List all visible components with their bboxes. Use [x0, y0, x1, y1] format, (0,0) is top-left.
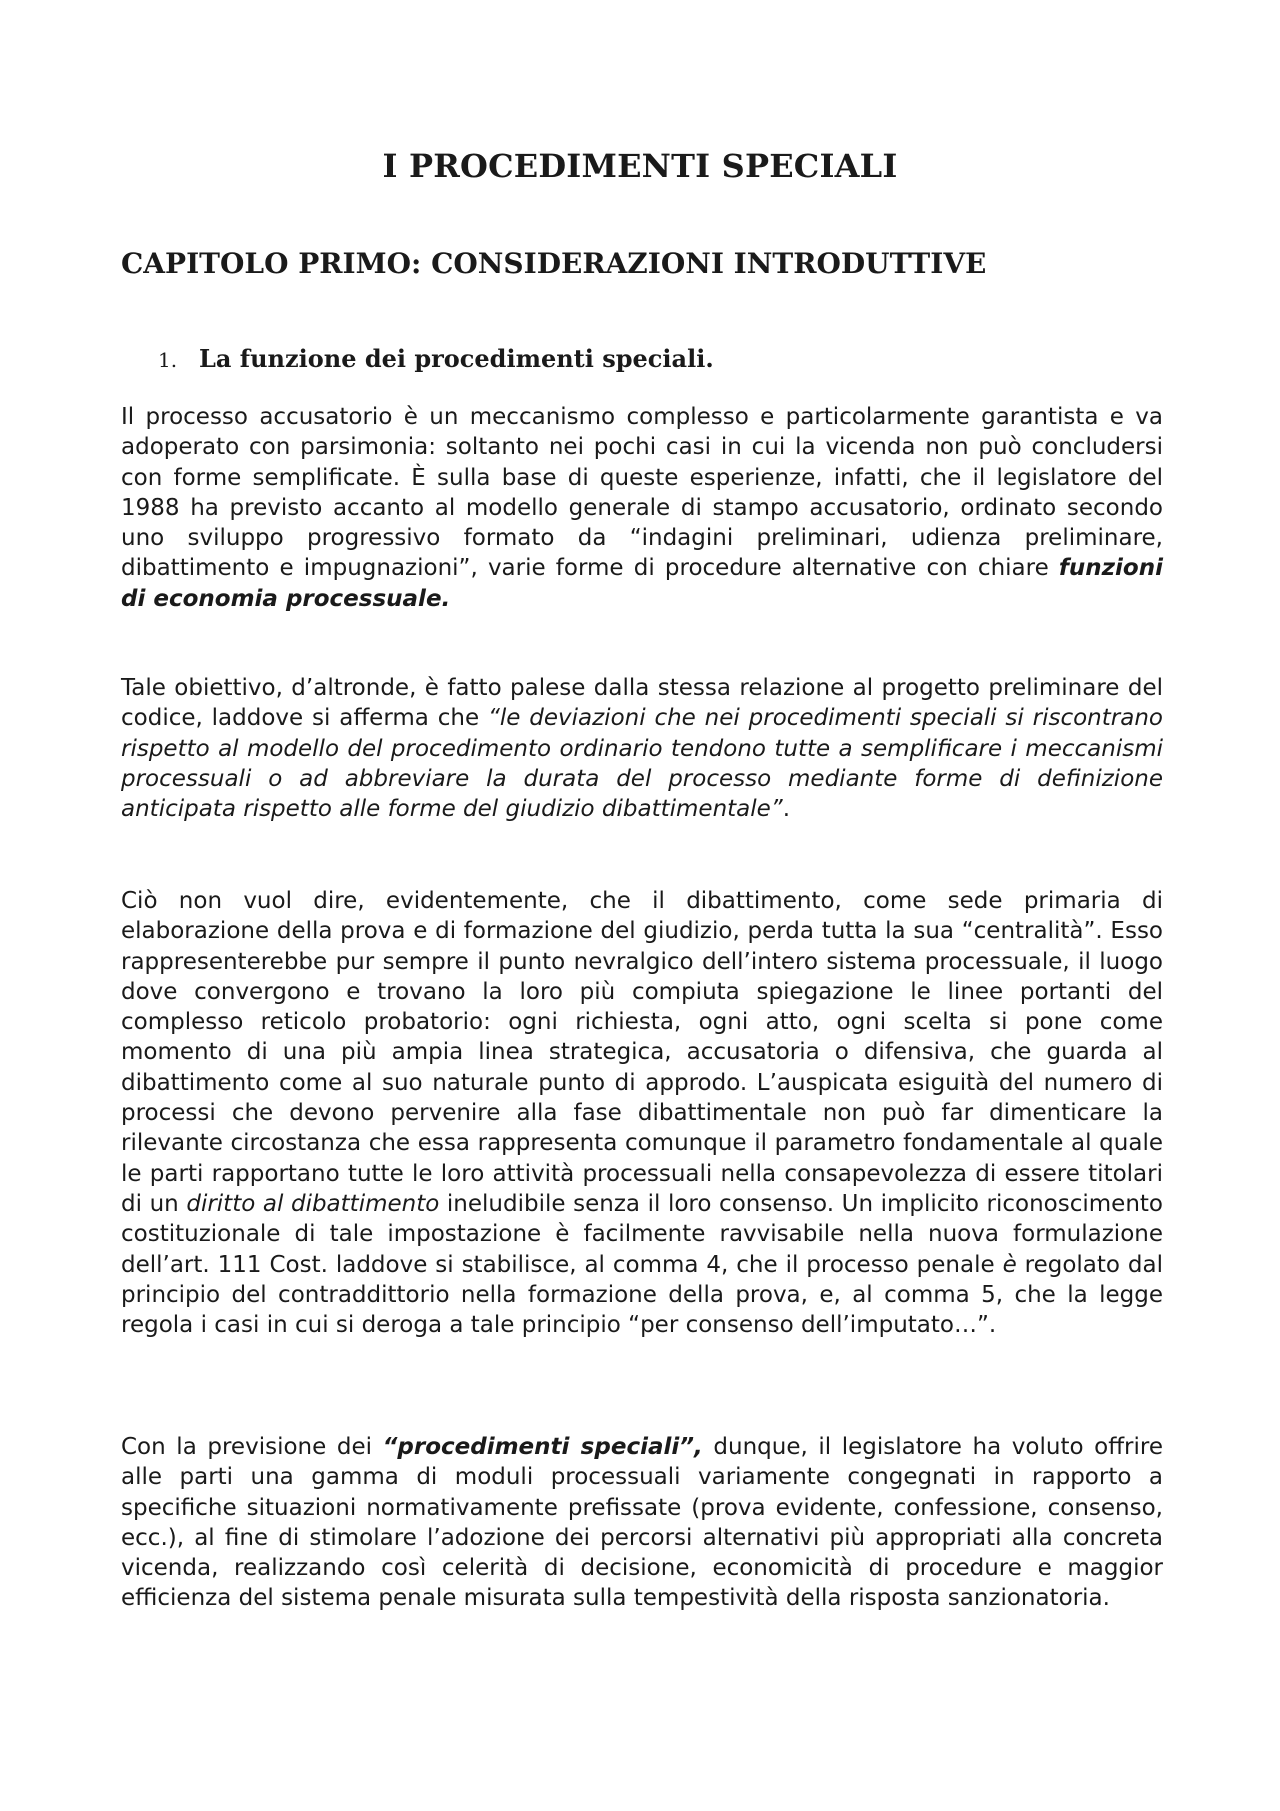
- paragraph-4-text-b: dunque, il legislatore ha voluto offrire alle parti una gamma di moduli processuali variamente congegnati in rapporto a specifiche situazioni normativamente prefissate (prova evidente, confessione, consenso, ecc.), al fine di stimolare l’adozione dei percorsi alternativi più appropriati alla concreta vicenda, realizzando così celerità di decisione, economicità di procedure e maggior efficienza del sistema penale misurata sulla tempestività della risposta sanzionatoria.: [121, 1434, 1163, 1612]
- paragraph-3-italic-a: diritto al dibattimento: [186, 1190, 440, 1217]
- paragraph-3-italic-b: è: [1002, 1251, 1017, 1278]
- paragraph-3: [121, 886, 1163, 1340]
- paragraph-2-text: Tale obiettivo, d’altronde, è fatto palese dalla stessa relazione al progetto preliminare del codice, laddove si afferma che: [121, 675, 1163, 732]
- paragraph-3-text-c: regolato dal principio del contraddittorio nella formazione della prova, e, al comma 5, che la legge regola i casi in cui si deroga a tale principio “per consenso dell’imputato…”.: [121, 1251, 1163, 1339]
- paragraph-2-quote: “le deviazioni che nei procedimenti speciali si riscontrano rispetto al modello del procedimento ordinario tendono tutte a semplificare i meccanismi processuali o ad abbreviare la durata del processo mediante forme di definizione anticipata rispetto alle forme del giudizio dibattimentale”: [121, 705, 1163, 823]
- paragraph-3-text-b: ineludibile senza il loro consenso. Un implicito riconoscimento costituzionale di tale impostazione è facilmente ravvisabile nella nuova formulazione dell’art. 111 Cost. laddove si stabilisce, al comma 4, che il processo penale: [121, 1190, 1163, 1278]
- paragraph-1-emphasis: funzioni di economia processuale: [121, 555, 1163, 612]
- section-heading: [158, 343, 714, 376]
- paragraph-4: [121, 1432, 1163, 1614]
- paragraph-3-text-a: Ciò non vuol dire, evidentemente, che il dibattimento, come sede primaria di elaborazione della prova e di formazione del giudizio, perda tutta la sua “centralità”. Esso rappresenterebbe pur sempre il punto nevralgico dell’intero sistema processuale, il luogo dove convergono e trovano la loro più compiuta spiegazione le linee portanti del complesso reticolo probatorio: ogni richiesta, ogni atto, ogni scelta si pone come momento di una più ampia linea strategica, accusatoria o difensiva, che guarda al dibattimento come al suo naturale punto di approdo. L’auspicata esiguità del numero di processi che devono pervenire alla fase dibattimentale non può far dimenticare la rilevante circostanza che essa rappresenta comunque il parametro fondamentale al quale le parti rapportano tutte le loro attività processuali nella consapevolezza di essere titolari di un: [121, 888, 1163, 1217]
- paragraph-4-text-a: Con la previsione dei: [121, 1434, 383, 1460]
- chapter-title: CAPITOLO PRIMO: CONSIDERAZIONI INTRODUTTIVE: [121, 247, 987, 280]
- paragraph-4-emphasis: “procedimenti speciali”,: [382, 1434, 703, 1460]
- section-number: 1.: [158, 348, 178, 372]
- section-heading-text: La funzione dei procedimenti speciali.: [199, 344, 714, 373]
- paragraph-1: [121, 402, 1163, 614]
- document-title: I PROCEDIMENTI SPECIALI: [382, 147, 898, 185]
- paragraph-2-end: .: [782, 796, 791, 823]
- paragraph-1-text: Il processo accusatorio è un meccanismo complesso e particolarmente garantista e va adoperato con parsimonia: soltanto nei pochi casi in cui la vicenda non può concludersi con forme semplificate. È sulla base di queste esperienze, infatti, che il legislatore del 1988 ha previsto accanto al modello generale di stampo accusatorio, ordinato secondo uno sviluppo progressivo formato da “indagini preliminari, udienza preliminare, dibattimento e impugnazioni”, varie forme di procedure alternative con chiare: [121, 404, 1163, 582]
- paragraph-1-end: .: [441, 585, 451, 612]
- paragraph-2: [121, 673, 1163, 824]
